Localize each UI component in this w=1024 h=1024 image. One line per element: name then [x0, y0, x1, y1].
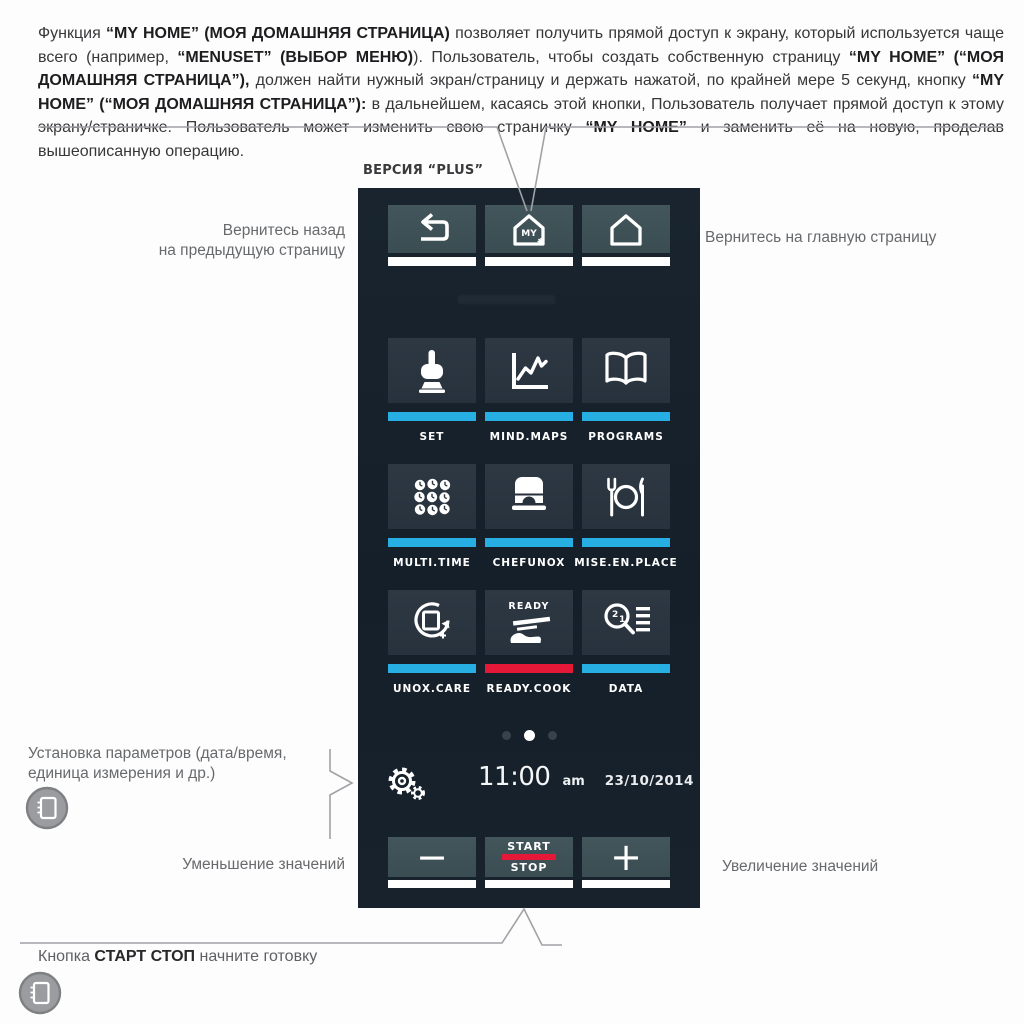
date-display: 23/10/2014 [604, 773, 694, 789]
annotation-increase: Увеличение значений [722, 858, 879, 875]
pager-dot[interactable] [548, 731, 557, 740]
nav-underline [388, 257, 476, 266]
minus-glyph: − [416, 835, 448, 879]
hand-press-icon [408, 347, 456, 395]
pager-dot[interactable] [502, 731, 511, 740]
magnifier-digit: 1 [619, 614, 626, 625]
plus-button[interactable] [582, 837, 670, 888]
return-arrow-icon [410, 211, 454, 247]
my-home-icon [507, 211, 551, 247]
start-stop-caption [38, 948, 317, 966]
home-icon [604, 211, 648, 247]
tile-label: READY.COOK [486, 683, 572, 695]
tile-label: CHEFUNOX [492, 557, 566, 569]
plate-cutlery-icon [602, 473, 650, 521]
my-home-label: MY [521, 229, 537, 239]
tile-underline [582, 538, 670, 547]
magnifier-digit: 2 [612, 609, 619, 620]
tile-underline [388, 538, 476, 547]
tile-programs[interactable] [582, 338, 670, 445]
intro-segment: в дальнейшем, касаясь этой кнопки, Пользователь получает прямой доступ к этому экрану/страничке. Пользователь может изменить свою страничку [38, 95, 1004, 136]
start-label: START [507, 840, 551, 853]
tile-label: MIND.MAPS [489, 431, 569, 443]
tile-label: MULTI.TIME [393, 557, 471, 569]
caption-text: начните готовку [195, 948, 318, 965]
intro-segment-bold: “MY HOME” [585, 119, 687, 136]
annotation-line: Установка параметров (дата/время, [28, 745, 287, 762]
annotation-home: Вернитесь на главную страницу [705, 229, 937, 246]
tile-underline [582, 664, 670, 673]
tile-data[interactable] [582, 590, 670, 697]
annotation-line: на предыдущую страницу [158, 242, 345, 259]
annotation-back [95, 221, 345, 261]
intro-paragraph [38, 22, 1004, 163]
menu-tile-grid [388, 338, 678, 697]
nav-underline [582, 257, 670, 266]
ready-overlay-label: READY [508, 600, 550, 612]
plus-glyph: + [610, 835, 642, 879]
tile-mise-en-place[interactable] [574, 464, 678, 571]
refresh-square-icon [408, 599, 456, 647]
home-button[interactable] [582, 205, 670, 266]
top-nav-row [388, 205, 670, 266]
notebook-badge-icon [24, 785, 70, 831]
back-button[interactable] [388, 205, 476, 266]
gears-icon [385, 765, 427, 803]
magnifier-list-icon [600, 599, 652, 647]
caption-text: Кнопка [38, 948, 95, 965]
tile-underline [485, 538, 573, 547]
clock-grid-icon [408, 473, 456, 521]
settings-gear-button[interactable] [385, 765, 427, 808]
oven-touchscreen-panel [358, 188, 700, 908]
pager-dots [358, 730, 700, 741]
tile-underline [485, 664, 573, 673]
annotation-line: единица измерения и др.) [28, 765, 216, 782]
tile-label: DATA [608, 683, 644, 695]
annotation-settings [28, 744, 338, 784]
control-underline [582, 880, 670, 888]
meridiem-label: am [562, 774, 585, 789]
tile-unox-care[interactable] [388, 590, 476, 697]
nav-underline [485, 257, 573, 266]
annotation-decrease: Уменьшение значений [182, 856, 345, 873]
tile-ready-cook[interactable] [485, 590, 573, 697]
start-stop-red-bar [502, 854, 556, 860]
hand-tray-icon [503, 613, 555, 647]
version-label: ВЕРСИЯ “PLUS” [363, 163, 484, 178]
tile-underline [388, 664, 476, 673]
control-underline [388, 880, 476, 888]
intro-segment-bold: “MY HOME” (“МОЯ ДОМАШНЯЯ СТРАНИЦА”): [38, 72, 1005, 113]
intro-segment: и заменить её на новую, проделав вышеописанную операцию. [38, 119, 1005, 160]
annotation-line: Вернитесь назад [222, 222, 345, 239]
chef-hat-icon [505, 473, 553, 521]
tile-label: MISE.EN.PLACE [574, 557, 678, 569]
bottom-controls-row [388, 837, 670, 888]
control-underline [485, 880, 573, 888]
pager-dot-active[interactable] [524, 730, 535, 741]
start-stop-button[interactable] [485, 837, 573, 888]
notebook-badge-icon [17, 970, 63, 1016]
caption-bold: СТАРТ СТОП [94, 948, 196, 965]
line-chart-icon [505, 347, 553, 395]
intro-segment-bold: “MENUSET” (ВЫБОР МЕНЮ) [177, 48, 414, 66]
minus-button[interactable] [388, 837, 476, 888]
tile-multi-time[interactable] [388, 464, 476, 571]
tile-label: UNOX.CARE [392, 683, 472, 695]
stop-label: STOP [510, 861, 548, 874]
intro-segment: позволяет получить прямой доступ к экрану, который используется чаще всего (например, [38, 25, 1004, 66]
tile-underline [582, 412, 670, 421]
intro-segment: должен найти нужный экран/страницу и держать нажатой, по крайней мере 5 секунд, кнопку [249, 72, 973, 89]
intro-segment-bold: “MY HOME” (МОЯ ДОМАШНЯЯ СТРАНИЦА) [106, 25, 450, 42]
intro-segment: ). Пользователь, чтобы создать собственную страницу [413, 48, 849, 66]
time-display: 11:00 [478, 762, 551, 792]
intro-segment-bold: “MY HOME” (“МОЯ ДОМАШНЯЯ СТРАНИЦА”), [38, 48, 1004, 89]
screen-faint-text [458, 295, 555, 304]
tile-label: PROGRAMS [588, 431, 664, 443]
tile-set[interactable] [388, 338, 476, 445]
open-book-icon [602, 347, 650, 395]
tile-label: SET [419, 431, 445, 443]
tile-mind-maps[interactable] [485, 338, 573, 445]
intro-segment: Функция [38, 25, 107, 42]
clock-row [478, 762, 694, 792]
tile-underline [485, 412, 573, 421]
tile-underline [388, 412, 476, 421]
tile-chefunox[interactable] [485, 464, 573, 571]
my-home-button[interactable] [485, 205, 573, 266]
